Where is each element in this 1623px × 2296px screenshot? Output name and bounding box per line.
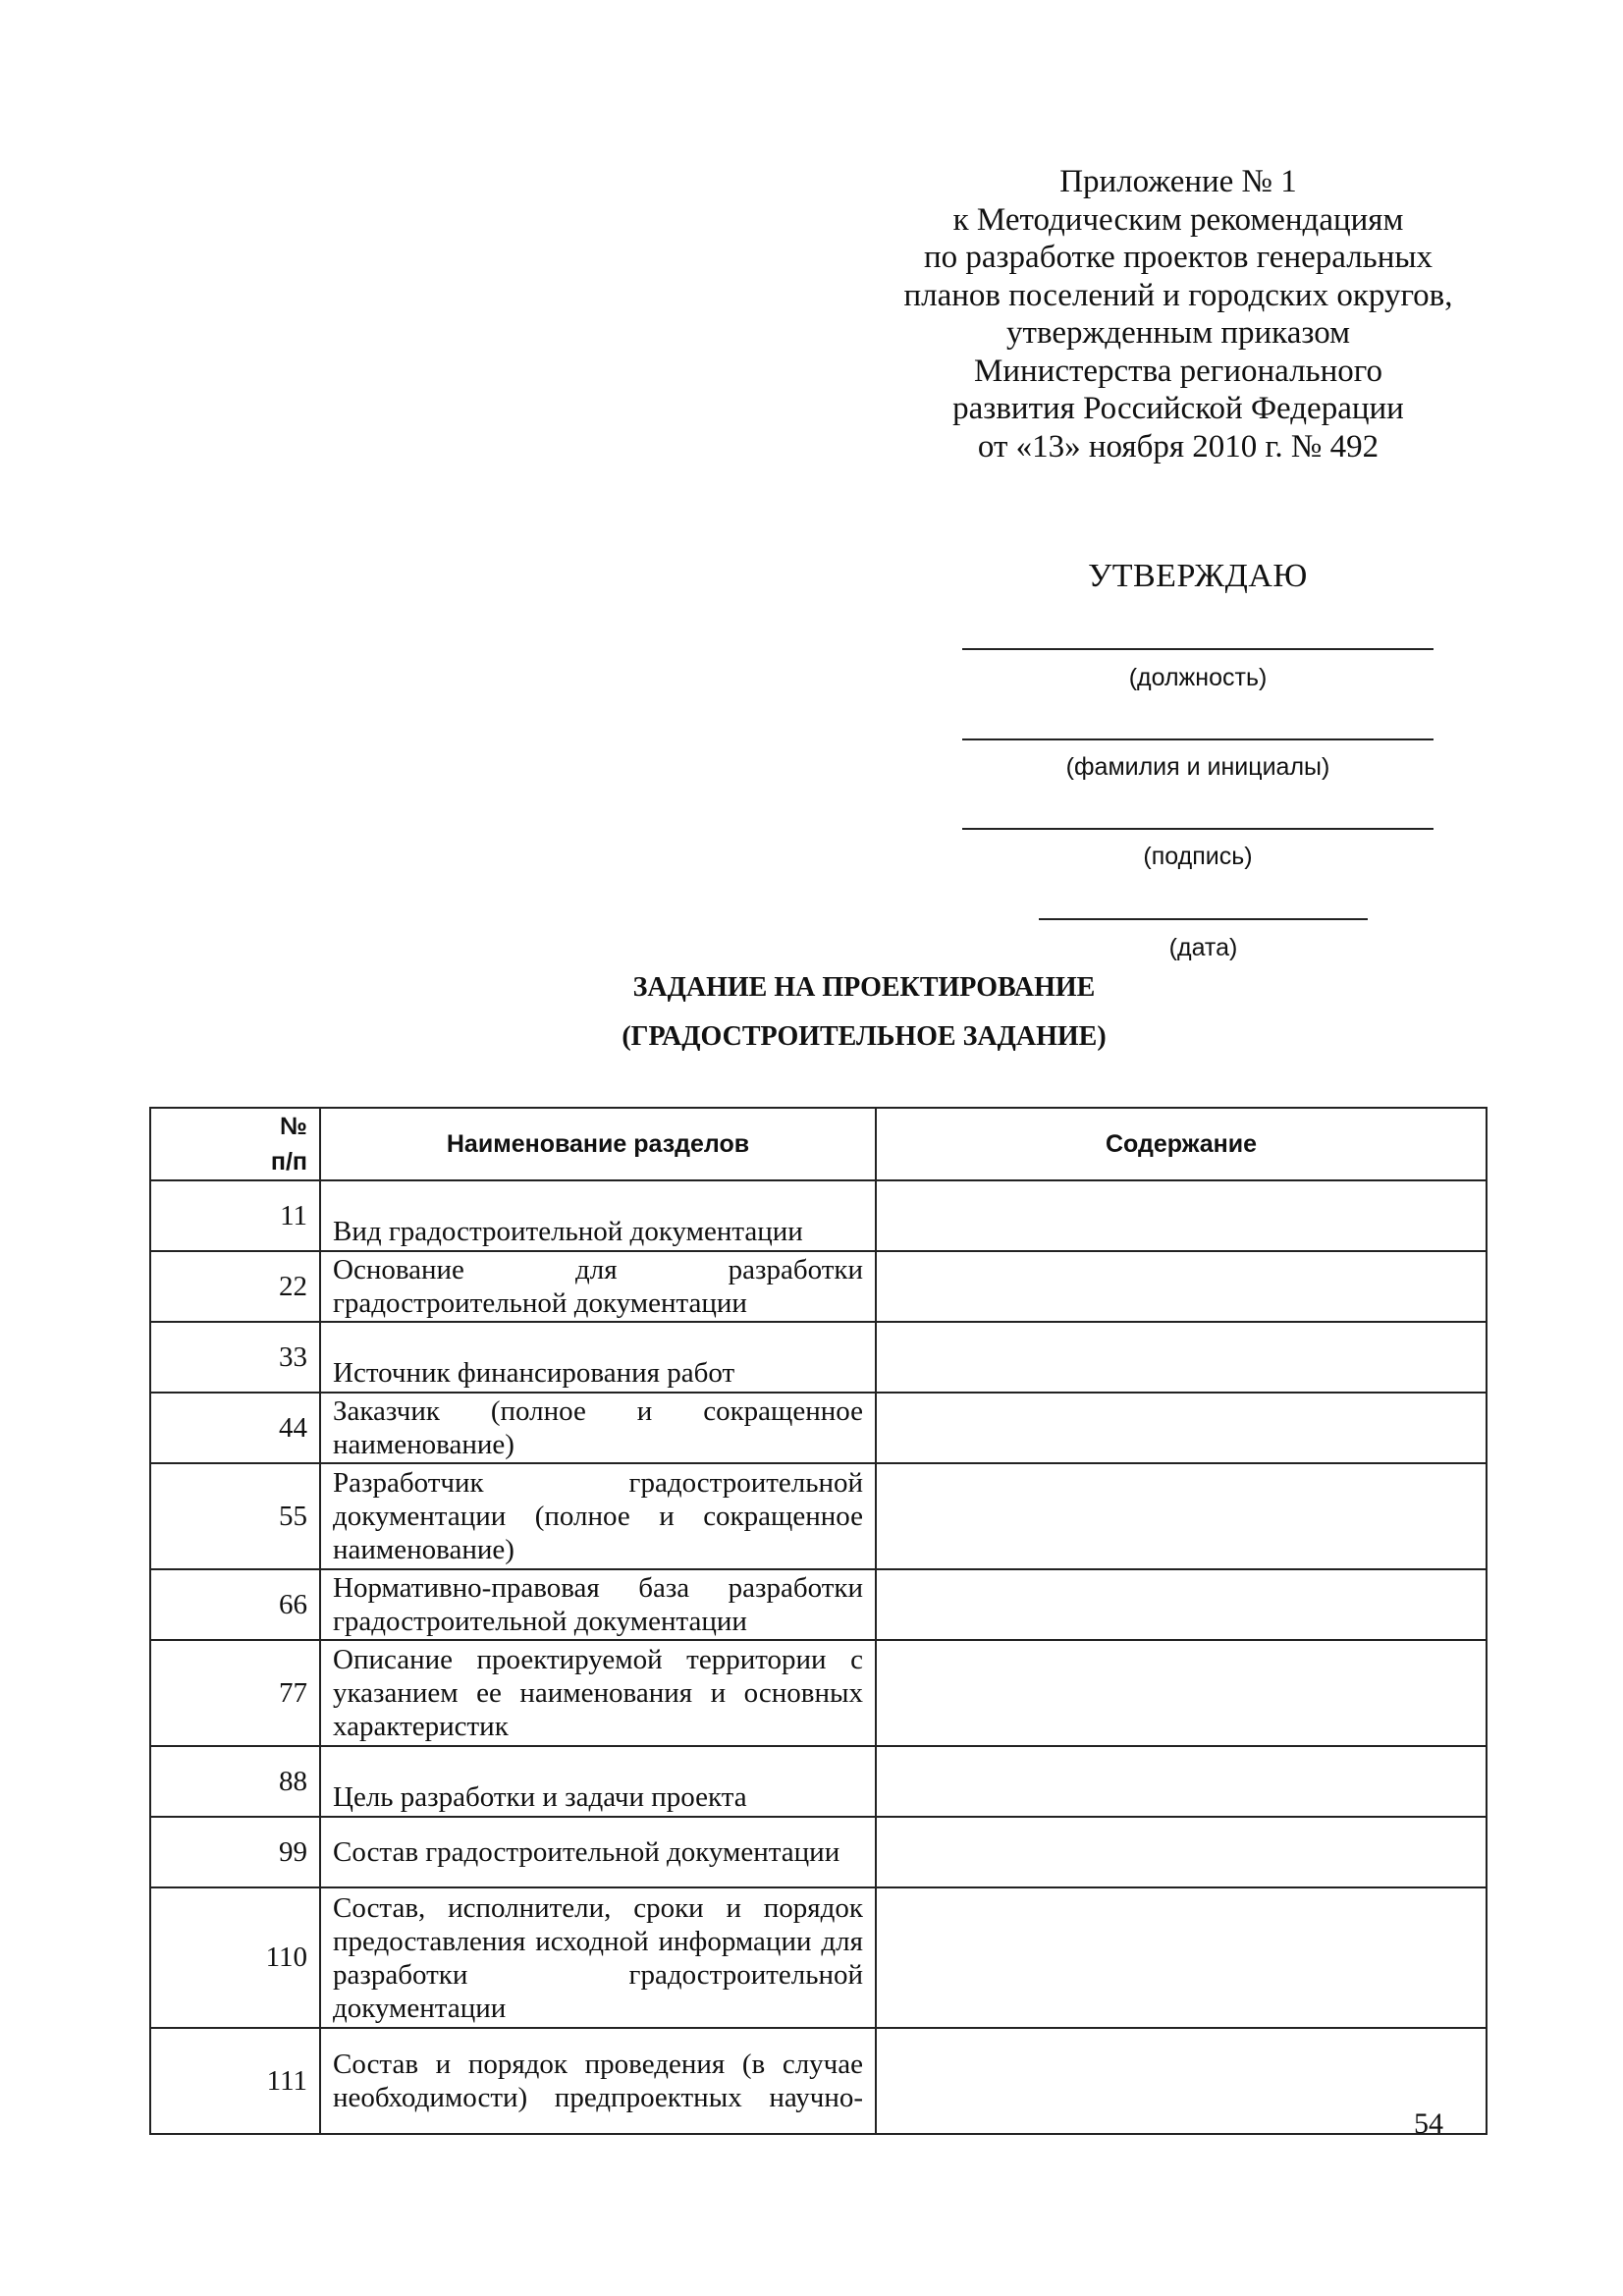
table-row	[150, 1393, 1487, 1463]
section-content	[876, 1817, 1487, 1887]
position-label: (должность)	[1128, 664, 1268, 691]
table-row	[150, 1463, 1487, 1569]
section-content	[876, 1393, 1487, 1463]
section-name: Цель разработки и задачи проекта	[320, 1746, 876, 1817]
table-row	[150, 1887, 1487, 2028]
section-name: Источник финансирования работ	[320, 1322, 876, 1393]
assignment-table	[149, 1107, 1488, 2135]
row-number: 33	[150, 1322, 320, 1393]
name-label: (фамилия и инициалы)	[1065, 753, 1330, 781]
row-number: 99	[150, 1817, 320, 1887]
column-header-number: № п/п	[150, 1108, 320, 1180]
section-name: Нормативно-правовая база разработки градостроительной документации	[320, 1569, 876, 1640]
document-title-line2: (ГРАДОСТРОИТЕЛЬНОЕ ЗАДАНИЕ)	[622, 1021, 1107, 1052]
appendix-line: развития Российской Федерации	[952, 391, 1404, 426]
appendix-line: к Методическим рекомендациям	[952, 201, 1404, 238]
row-number: 111	[150, 2028, 320, 2134]
section-name: Описание проектируемой территории с указанием ее наименования и основных характеристик	[320, 1640, 876, 1746]
table-row	[150, 1251, 1487, 1322]
section-name: Заказчик (полное и сокращенное наименование)	[320, 1393, 876, 1463]
row-number: 44	[150, 1393, 320, 1463]
table-row	[150, 1322, 1487, 1393]
position-line	[962, 648, 1434, 650]
appendix-line: Приложение № 1	[1059, 164, 1297, 199]
page-number: 54	[1414, 2107, 1443, 2140]
section-content	[876, 1322, 1487, 1393]
date-line	[1039, 918, 1368, 920]
table-row	[150, 1640, 1487, 1746]
section-content	[876, 1887, 1487, 2028]
document-title-line1: ЗАДАНИЕ НА ПРОЕКТИРОВАНИЕ	[632, 972, 1096, 1003]
approval-heading: УТВЕРЖДАЮ	[1088, 558, 1308, 594]
section-content	[876, 1569, 1487, 1640]
signature-label: (подпись)	[1143, 843, 1253, 870]
row-number: 88	[150, 1746, 320, 1817]
section-content	[876, 2028, 1487, 2134]
column-header-name: Наименование разделов	[320, 1108, 876, 1180]
section-content	[876, 1180, 1487, 1251]
section-name: Разработчик градостроительной документации (полное и сокращенное наименование)	[320, 1463, 876, 1569]
appendix-line: от «13» ноября 2010 г. № 492	[977, 428, 1380, 465]
section-content	[876, 1746, 1487, 1817]
table-row	[150, 1569, 1487, 1640]
section-name: Состав градостроительной документации	[320, 1817, 876, 1887]
appendix-line: планов поселений и городских округов,	[903, 277, 1453, 313]
table-header-row	[150, 1108, 1487, 1180]
row-number: 110	[150, 1887, 320, 2028]
table-row	[150, 1180, 1487, 1251]
section-content	[876, 1640, 1487, 1746]
appendix-line: по разработке проектов генеральных	[923, 240, 1434, 275]
table-row	[150, 1746, 1487, 1817]
date-label: (дата)	[1168, 934, 1238, 961]
section-name: Вид градостроительной документации	[320, 1180, 876, 1251]
row-number: 22	[150, 1251, 320, 1322]
section-content	[876, 1251, 1487, 1322]
name-line	[962, 738, 1434, 740]
row-number: 55	[150, 1463, 320, 1569]
appendix-line: Министерства регионального	[974, 353, 1382, 389]
row-number: 77	[150, 1640, 320, 1746]
section-content	[876, 1463, 1487, 1569]
signature-line	[962, 828, 1434, 830]
section-name: Состав, исполнители, сроки и порядок предоставления исходной информации для разработки градостроительной документации	[320, 1887, 876, 2028]
appendix-header	[854, 163, 1502, 465]
row-number: 11	[150, 1180, 320, 1251]
section-name: Состав и порядок проведения (в случае необходимости) предпроектных научно-	[320, 2028, 876, 2134]
section-name: Основание для разработки градостроительной документации	[320, 1251, 876, 1322]
column-header-content: Содержание	[876, 1108, 1487, 1180]
table-row	[150, 1817, 1487, 1887]
row-number: 66	[150, 1569, 320, 1640]
appendix-line: утвержденным приказом	[1006, 315, 1350, 351]
table-row	[150, 2028, 1487, 2134]
